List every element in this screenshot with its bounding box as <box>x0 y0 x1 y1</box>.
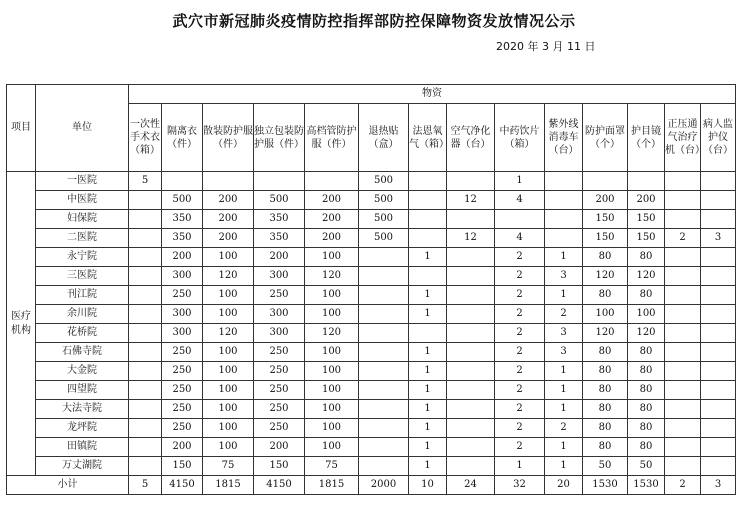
value-cell: 75 <box>203 457 254 476</box>
value-cell <box>129 419 162 438</box>
header-item: 病人监护仪（台） <box>701 104 736 172</box>
value-cell <box>359 286 409 305</box>
value-cell <box>359 248 409 267</box>
table-row <box>7 210 736 229</box>
value-cell: 120 <box>628 267 665 286</box>
value-cell <box>665 305 701 324</box>
value-cell <box>129 229 162 248</box>
table-row <box>7 400 736 419</box>
value-cell: 2 <box>495 267 545 286</box>
value-cell: 120 <box>583 267 628 286</box>
value-cell <box>665 438 701 457</box>
value-cell <box>129 343 162 362</box>
value-cell <box>701 324 736 343</box>
value-cell <box>701 438 736 457</box>
value-cell: 350 <box>162 210 203 229</box>
value-cell: 80 <box>628 248 665 267</box>
value-cell <box>701 267 736 286</box>
value-cell: 250 <box>254 343 305 362</box>
value-cell: 2 <box>545 419 583 438</box>
value-cell: 150 <box>628 229 665 248</box>
value-cell <box>545 210 583 229</box>
value-cell: 1 <box>545 438 583 457</box>
value-cell: 2 <box>495 324 545 343</box>
value-cell <box>701 400 736 419</box>
value-cell <box>359 381 409 400</box>
value-cell: 250 <box>162 419 203 438</box>
value-cell: 100 <box>305 438 359 457</box>
unit-cell: 大法寺院 <box>36 400 129 419</box>
value-cell: 12 <box>447 229 495 248</box>
value-cell <box>447 305 495 324</box>
total-cell: 1815 <box>203 476 254 495</box>
value-cell: 1 <box>545 400 583 419</box>
value-cell <box>359 457 409 476</box>
value-cell: 100 <box>305 343 359 362</box>
value-cell <box>665 286 701 305</box>
total-cell: 20 <box>545 476 583 495</box>
value-cell: 150 <box>254 457 305 476</box>
value-cell: 2 <box>495 438 545 457</box>
value-cell: 150 <box>628 210 665 229</box>
value-cell: 200 <box>305 191 359 210</box>
value-cell <box>701 343 736 362</box>
value-cell: 500 <box>162 191 203 210</box>
value-cell: 100 <box>203 343 254 362</box>
value-cell <box>447 343 495 362</box>
value-cell <box>447 381 495 400</box>
unit-cell: 一医院 <box>36 172 129 191</box>
value-cell <box>545 191 583 210</box>
value-cell <box>665 248 701 267</box>
value-cell: 200 <box>305 210 359 229</box>
value-cell: 150 <box>162 457 203 476</box>
unit-cell: 中医院 <box>36 191 129 210</box>
header-item: 高档管防护服（件） <box>305 104 359 172</box>
value-cell <box>665 457 701 476</box>
value-cell <box>701 286 736 305</box>
value-cell: 350 <box>254 229 305 248</box>
value-cell: 100 <box>628 305 665 324</box>
table-row <box>7 362 736 381</box>
value-cell <box>359 343 409 362</box>
value-cell <box>447 438 495 457</box>
value-cell <box>129 381 162 400</box>
value-cell: 250 <box>254 286 305 305</box>
value-cell: 80 <box>583 362 628 381</box>
value-cell: 4 <box>495 229 545 248</box>
value-cell: 4 <box>495 191 545 210</box>
total-cell: 4150 <box>162 476 203 495</box>
value-cell: 300 <box>254 324 305 343</box>
total-cell: 24 <box>447 476 495 495</box>
value-cell: 500 <box>254 191 305 210</box>
header-item: 散装防护服（件） <box>203 104 254 172</box>
unit-cell: 万丈湖院 <box>36 457 129 476</box>
value-cell <box>701 362 736 381</box>
value-cell <box>665 172 701 191</box>
header-item: 独立包装防护服（件） <box>254 104 305 172</box>
value-cell: 350 <box>254 210 305 229</box>
value-cell: 200 <box>203 210 254 229</box>
value-cell <box>359 419 409 438</box>
value-cell <box>665 400 701 419</box>
value-cell <box>359 362 409 381</box>
value-cell: 80 <box>628 286 665 305</box>
value-cell: 500 <box>359 191 409 210</box>
value-cell <box>701 305 736 324</box>
category-cell: 医疗机构 <box>7 172 36 476</box>
value-cell <box>701 419 736 438</box>
value-cell: 100 <box>203 286 254 305</box>
value-cell <box>665 362 701 381</box>
value-cell <box>305 172 359 191</box>
value-cell: 100 <box>203 381 254 400</box>
value-cell: 2 <box>495 419 545 438</box>
value-cell: 75 <box>305 457 359 476</box>
page-title: 武穴市新冠肺炎疫情防控指挥部防控保障物资发放情况公示 <box>172 12 576 30</box>
value-cell: 300 <box>162 324 203 343</box>
value-cell <box>447 267 495 286</box>
header-item: 空气净化器（台） <box>447 104 495 172</box>
total-row <box>7 476 736 495</box>
value-cell <box>447 400 495 419</box>
value-cell: 1 <box>409 400 447 419</box>
header-unit: 单位 <box>36 85 129 172</box>
value-cell: 50 <box>583 457 628 476</box>
value-cell <box>665 324 701 343</box>
table-row <box>7 267 736 286</box>
table-row <box>7 248 736 267</box>
value-cell: 200 <box>203 191 254 210</box>
value-cell: 80 <box>583 248 628 267</box>
header-item: 一次性手术衣（箱） <box>129 104 162 172</box>
value-cell: 250 <box>162 286 203 305</box>
value-cell: 2 <box>495 362 545 381</box>
value-cell: 1 <box>409 286 447 305</box>
value-cell: 80 <box>583 419 628 438</box>
value-cell: 200 <box>628 191 665 210</box>
unit-cell: 二医院 <box>36 229 129 248</box>
value-cell: 1 <box>495 457 545 476</box>
value-cell: 100 <box>305 419 359 438</box>
value-cell: 2 <box>665 229 701 248</box>
total-cell: 3 <box>701 476 736 495</box>
value-cell: 300 <box>254 305 305 324</box>
value-cell: 1 <box>545 286 583 305</box>
table-row <box>7 191 736 210</box>
value-cell: 100 <box>305 400 359 419</box>
unit-cell: 四望院 <box>36 381 129 400</box>
value-cell: 300 <box>254 267 305 286</box>
unit-cell: 石佛寺院 <box>36 343 129 362</box>
value-cell: 120 <box>203 267 254 286</box>
value-cell: 2 <box>495 286 545 305</box>
value-cell <box>447 248 495 267</box>
value-cell: 80 <box>583 381 628 400</box>
value-cell: 250 <box>162 362 203 381</box>
table-row <box>7 324 736 343</box>
value-cell: 1 <box>409 343 447 362</box>
unit-cell: 龙坪院 <box>36 419 129 438</box>
value-cell <box>583 172 628 191</box>
value-cell: 1 <box>409 248 447 267</box>
materials-table <box>6 84 736 495</box>
value-cell <box>409 210 447 229</box>
value-cell <box>129 286 162 305</box>
header-item: 紫外线消毒车（台） <box>545 104 583 172</box>
value-cell: 1 <box>409 362 447 381</box>
value-cell <box>359 267 409 286</box>
value-cell <box>129 457 162 476</box>
value-cell <box>665 191 701 210</box>
header-item: 隔离衣（件） <box>162 104 203 172</box>
value-cell: 250 <box>162 400 203 419</box>
value-cell <box>129 248 162 267</box>
value-cell: 1 <box>545 248 583 267</box>
unit-cell: 花桥院 <box>36 324 129 343</box>
header-item: 防护面罩（个） <box>583 104 628 172</box>
value-cell: 1 <box>409 457 447 476</box>
value-cell <box>203 172 254 191</box>
value-cell: 150 <box>583 229 628 248</box>
value-cell: 2 <box>495 305 545 324</box>
table-row <box>7 381 736 400</box>
value-cell <box>409 172 447 191</box>
value-cell <box>701 457 736 476</box>
value-cell: 80 <box>628 400 665 419</box>
value-cell: 300 <box>162 305 203 324</box>
value-cell: 500 <box>359 229 409 248</box>
value-cell <box>665 343 701 362</box>
value-cell: 80 <box>628 343 665 362</box>
value-cell <box>447 457 495 476</box>
value-cell: 250 <box>254 400 305 419</box>
value-cell <box>359 324 409 343</box>
value-cell <box>129 438 162 457</box>
value-cell: 1 <box>545 457 583 476</box>
total-cell: 4150 <box>254 476 305 495</box>
value-cell: 500 <box>359 210 409 229</box>
value-cell <box>665 267 701 286</box>
value-cell <box>495 210 545 229</box>
value-cell <box>665 381 701 400</box>
unit-cell: 妇保院 <box>36 210 129 229</box>
total-cell: 5 <box>129 476 162 495</box>
unit-cell: 三医院 <box>36 267 129 286</box>
unit-cell: 田镇院 <box>36 438 129 457</box>
value-cell: 1 <box>545 381 583 400</box>
value-cell <box>409 267 447 286</box>
value-cell: 200 <box>254 248 305 267</box>
header-materials: 物资 <box>129 85 736 104</box>
value-cell: 120 <box>628 324 665 343</box>
value-cell: 1 <box>409 305 447 324</box>
value-cell: 80 <box>583 286 628 305</box>
value-cell: 250 <box>254 362 305 381</box>
total-cell: 10 <box>409 476 447 495</box>
header-project: 项目 <box>7 85 36 172</box>
value-cell: 250 <box>162 381 203 400</box>
table-row <box>7 457 736 476</box>
value-cell <box>359 438 409 457</box>
unit-cell: 大金院 <box>36 362 129 381</box>
table-row <box>7 286 736 305</box>
value-cell: 12 <box>447 191 495 210</box>
value-cell: 3 <box>545 343 583 362</box>
value-cell: 200 <box>162 438 203 457</box>
value-cell <box>409 229 447 248</box>
value-cell: 250 <box>254 381 305 400</box>
table-row <box>7 438 736 457</box>
value-cell: 100 <box>583 305 628 324</box>
value-cell: 3 <box>545 267 583 286</box>
value-cell <box>701 381 736 400</box>
value-cell: 200 <box>583 191 628 210</box>
value-cell: 350 <box>162 229 203 248</box>
value-cell: 120 <box>203 324 254 343</box>
total-cell: 1530 <box>583 476 628 495</box>
value-cell: 1 <box>409 419 447 438</box>
value-cell <box>665 210 701 229</box>
value-cell <box>254 172 305 191</box>
value-cell: 1 <box>409 438 447 457</box>
header-item: 退热贴（盒） <box>359 104 409 172</box>
value-cell <box>409 191 447 210</box>
value-cell <box>701 248 736 267</box>
value-cell: 120 <box>305 324 359 343</box>
value-cell: 100 <box>305 248 359 267</box>
value-cell: 1 <box>495 172 545 191</box>
value-cell: 200 <box>203 229 254 248</box>
value-cell <box>162 172 203 191</box>
value-cell <box>701 172 736 191</box>
value-cell: 200 <box>162 248 203 267</box>
total-cell: 2 <box>665 476 701 495</box>
value-cell: 2 <box>495 381 545 400</box>
value-cell: 1 <box>409 381 447 400</box>
total-cell: 32 <box>495 476 545 495</box>
value-cell: 150 <box>583 210 628 229</box>
value-cell: 80 <box>628 438 665 457</box>
header-item: 法恩氧气（箱） <box>409 104 447 172</box>
value-cell: 80 <box>628 419 665 438</box>
table-row <box>7 229 736 248</box>
header-item: 正压通气治疗机（台） <box>665 104 701 172</box>
value-cell <box>447 210 495 229</box>
value-cell <box>701 191 736 210</box>
value-cell <box>447 286 495 305</box>
value-cell: 300 <box>162 267 203 286</box>
value-cell: 100 <box>305 381 359 400</box>
value-cell: 100 <box>203 438 254 457</box>
value-cell: 100 <box>203 305 254 324</box>
value-cell: 100 <box>203 362 254 381</box>
value-cell: 1 <box>545 362 583 381</box>
value-cell <box>359 400 409 419</box>
header-item: 护目镜（个） <box>628 104 665 172</box>
value-cell: 5 <box>129 172 162 191</box>
value-cell: 2 <box>495 248 545 267</box>
total-label: 小计 <box>7 476 129 495</box>
value-cell: 250 <box>162 343 203 362</box>
value-cell <box>129 362 162 381</box>
value-cell <box>447 172 495 191</box>
value-cell <box>701 210 736 229</box>
value-cell: 100 <box>203 248 254 267</box>
value-cell <box>129 210 162 229</box>
value-cell: 50 <box>628 457 665 476</box>
value-cell: 100 <box>305 286 359 305</box>
value-cell: 120 <box>583 324 628 343</box>
value-cell: 2 <box>495 400 545 419</box>
value-cell <box>447 324 495 343</box>
value-cell: 250 <box>254 419 305 438</box>
table-row <box>7 172 736 191</box>
value-cell: 100 <box>305 305 359 324</box>
publish-date: 2020 年 3 月 11 日 <box>496 40 596 53</box>
value-cell: 80 <box>583 438 628 457</box>
value-cell: 100 <box>203 400 254 419</box>
value-cell <box>409 324 447 343</box>
table-row <box>7 343 736 362</box>
value-cell: 80 <box>628 362 665 381</box>
value-cell <box>545 229 583 248</box>
value-cell <box>447 362 495 381</box>
value-cell: 120 <box>305 267 359 286</box>
value-cell: 100 <box>305 362 359 381</box>
value-cell <box>359 305 409 324</box>
value-cell: 200 <box>305 229 359 248</box>
value-cell: 80 <box>583 343 628 362</box>
value-cell <box>129 305 162 324</box>
unit-cell: 刊江院 <box>36 286 129 305</box>
value-cell <box>665 419 701 438</box>
value-cell: 100 <box>203 419 254 438</box>
total-cell: 2000 <box>359 476 409 495</box>
unit-cell: 余川院 <box>36 305 129 324</box>
value-cell: 3 <box>701 229 736 248</box>
header-item: 中药饮片（箱） <box>495 104 545 172</box>
total-cell: 1530 <box>628 476 665 495</box>
total-cell: 1815 <box>305 476 359 495</box>
unit-cell: 永宁院 <box>36 248 129 267</box>
value-cell: 500 <box>359 172 409 191</box>
value-cell: 2 <box>495 343 545 362</box>
value-cell: 200 <box>254 438 305 457</box>
value-cell <box>545 172 583 191</box>
value-cell: 2 <box>545 305 583 324</box>
value-cell <box>129 324 162 343</box>
value-cell: 80 <box>628 381 665 400</box>
table-row <box>7 419 736 438</box>
value-cell <box>447 419 495 438</box>
value-cell <box>129 400 162 419</box>
value-cell: 80 <box>583 400 628 419</box>
value-cell: 3 <box>545 324 583 343</box>
value-cell <box>129 267 162 286</box>
table-row <box>7 305 736 324</box>
value-cell <box>129 191 162 210</box>
value-cell <box>628 172 665 191</box>
